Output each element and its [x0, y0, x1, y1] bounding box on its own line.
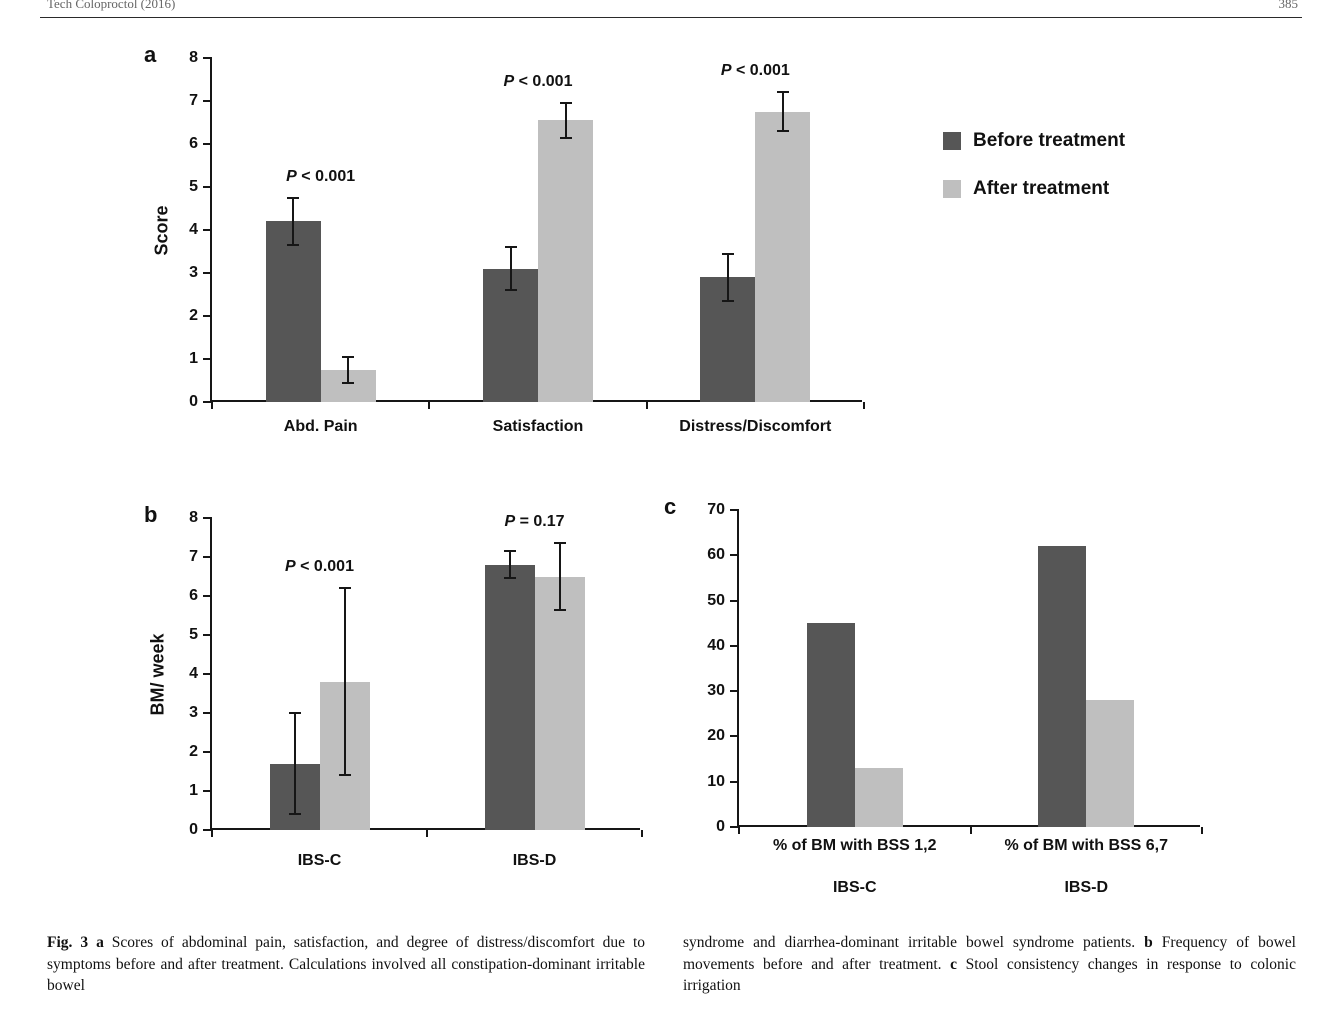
x-axis-tick [641, 830, 643, 837]
y-axis-tick-label: 40 [707, 636, 725, 654]
category-label: IBS-D [512, 852, 557, 869]
error-bar-cap-bottom [554, 609, 566, 611]
y-axis-tick [730, 690, 739, 692]
figure-caption-left-column [47, 932, 645, 997]
y-axis-tick-label: 30 [707, 682, 725, 700]
y-axis-tick-label: 6 [189, 587, 198, 604]
error-bar [509, 551, 511, 578]
y-axis-tick [203, 315, 212, 317]
y-axis-title-bm-week: BM/ week [147, 633, 168, 716]
legend-swatch-after-treatment [943, 180, 961, 198]
y-axis-tick-label: 50 [707, 591, 725, 609]
category-label: % of BM with BSS 1,2 [772, 837, 937, 854]
running-head-left: Tech Coloproctol (2016) [47, 0, 176, 11]
bar-before-treatment [485, 565, 535, 830]
y-axis-tick-label: 7 [189, 92, 198, 109]
y-axis-tick-label: 60 [707, 546, 725, 564]
bar-after-treatment [535, 577, 585, 831]
error-bar [782, 92, 784, 131]
y-axis-tick [203, 517, 212, 519]
x-axis-tick [646, 402, 648, 409]
error-bar-cap-bottom [504, 577, 516, 579]
error-bar-cap-top [342, 356, 354, 358]
y-axis-tick [730, 509, 739, 511]
y-axis-title-score: Score [151, 205, 172, 256]
y-axis-tick [203, 272, 212, 274]
y-axis-tick [203, 751, 212, 753]
error-bar-cap-bottom [289, 813, 301, 815]
running-head-page-number: 385 [1278, 0, 1298, 11]
y-axis-tick-label: 5 [189, 626, 198, 643]
x-axis-tick [211, 830, 213, 837]
legend-label-before-treatment: Before treatment [973, 130, 1126, 151]
caption-bold-segment: Fig. 3 [47, 934, 89, 951]
y-axis-tick [730, 735, 739, 737]
panel-label-b: b [144, 502, 158, 527]
legend [943, 130, 1125, 200]
panel-label-a: a [144, 42, 157, 67]
y-axis-tick-label: 8 [189, 49, 198, 66]
category-sublabel: IBS-D [1064, 879, 1109, 896]
error-bar-cap-bottom [505, 289, 517, 291]
error-bar [347, 357, 349, 383]
bar-after-treatment [755, 112, 810, 402]
y-axis-tick [203, 100, 212, 102]
error-bar-cap-top [504, 550, 516, 552]
error-bar [565, 103, 567, 137]
category-sublabel: IBS-C [832, 879, 877, 896]
error-bar-cap-top [722, 253, 734, 255]
y-axis-tick-label: 2 [189, 307, 198, 324]
y-axis-tick [203, 143, 212, 145]
legend-item-before-treatment [943, 130, 1125, 152]
chart-c-plot [707, 501, 1200, 896]
error-bar-cap-bottom [287, 244, 299, 246]
p-value-label: P < 0.001 [720, 62, 790, 80]
error-bar-cap-top [560, 102, 572, 104]
y-axis-tick [203, 634, 212, 636]
y-axis-tick-label: 0 [716, 818, 725, 835]
bar-after-treatment [1086, 700, 1134, 827]
y-axis-tick-label: 4 [189, 665, 198, 682]
running-head-rule [40, 0, 1302, 18]
caption-text-segment: syndrome and diarrhea-dominant irritable bowel syndrome patients. [683, 934, 1145, 951]
y-axis-tick-label: 3 [189, 704, 198, 721]
panel-label-c: c [664, 494, 677, 519]
y-axis-tick-label: 4 [189, 221, 198, 238]
y-axis-tick-label: 0 [189, 821, 198, 838]
caption-bold-segment: a [96, 934, 104, 951]
y-axis-tick-label: 8 [189, 509, 198, 526]
x-axis-tick [970, 827, 972, 834]
chart-b-plot [189, 509, 640, 869]
category-label: % of BM with BSS 6,7 [1004, 837, 1169, 854]
error-bar-cap-bottom [777, 130, 789, 132]
caption-text-segment: Stool consistency changes in response to colonic irrigation [683, 955, 1296, 994]
error-bar [559, 543, 561, 609]
category-label: Abd. Pain [283, 418, 358, 435]
error-bar-cap-top [505, 246, 517, 248]
bar-before-treatment [1038, 546, 1086, 827]
p-value-label: P < 0.001 [286, 167, 356, 185]
error-bar [510, 247, 512, 290]
y-axis-tick-label: 3 [189, 264, 198, 281]
y-axis-tick [203, 556, 212, 558]
error-bar-cap-top [554, 542, 566, 544]
y-axis-tick [730, 554, 739, 556]
y-axis-tick-label: 1 [189, 350, 198, 367]
category-label: IBS-C [297, 852, 342, 869]
bar-before-treatment [807, 623, 855, 827]
x-axis-tick [211, 402, 213, 409]
figure-caption-right-column [683, 932, 1296, 997]
p-value-label: P = 0.17 [504, 513, 565, 531]
y-axis-tick [203, 229, 212, 231]
x-axis-tick [426, 830, 428, 837]
caption-text-segment: Frequency of bowel movements before and after treatment. [683, 934, 1296, 973]
x-axis-tick [428, 402, 430, 409]
y-axis-tick [203, 712, 212, 714]
legend-swatch-before-treatment [943, 132, 961, 150]
caption-text-segment [88, 934, 96, 951]
p-value-label: P < 0.001 [285, 558, 354, 576]
x-axis-tick [738, 827, 740, 834]
y-axis-tick [203, 57, 212, 59]
x-axis-tick [1201, 827, 1203, 834]
category-label: Satisfaction [492, 418, 584, 435]
caption-bold-segment: c [950, 955, 957, 973]
y-axis-tick [203, 358, 212, 360]
error-bar [294, 713, 296, 814]
y-axis-tick [203, 595, 212, 597]
error-bar-cap-top [339, 587, 351, 589]
legend-item-after-treatment [943, 178, 1125, 200]
error-bar-cap-bottom [342, 382, 354, 384]
y-axis-tick-label: 70 [707, 501, 725, 518]
error-bar [727, 254, 729, 301]
error-bar-cap-bottom [722, 300, 734, 302]
error-bar-cap-top [777, 91, 789, 93]
category-label: Distress/Discomfort [679, 418, 832, 435]
y-axis-tick [203, 790, 212, 792]
error-bar-cap-bottom [339, 774, 351, 776]
y-axis-tick [730, 600, 739, 602]
y-axis-tick-label: 1 [189, 782, 198, 799]
bar-before-treatment [266, 221, 321, 402]
caption-text-segment: Scores of abdominal pain, satisfaction, and degree of distress/discomfort due to symptoms before and after treatment. Calculations involved all constipation-dominant irritable bowel [47, 934, 646, 994]
y-axis-tick-label: 0 [189, 393, 198, 410]
error-bar-cap-bottom [560, 137, 572, 139]
y-axis-tick [730, 781, 739, 783]
y-axis-tick-label: 2 [189, 743, 198, 760]
y-axis-tick [730, 645, 739, 647]
bar-after-treatment [538, 120, 593, 402]
error-bar [292, 198, 294, 245]
y-axis-tick-label: 7 [189, 548, 198, 565]
chart-a-plot [189, 49, 862, 435]
legend-label-after-treatment: After treatment [973, 178, 1110, 199]
caption-bold-segment: b [1144, 934, 1153, 951]
y-axis-tick-label: 6 [189, 135, 198, 152]
x-axis-tick [863, 402, 865, 409]
bar-after-treatment [855, 768, 903, 827]
error-bar-cap-top [289, 712, 301, 714]
error-bar-cap-top [287, 197, 299, 199]
y-axis-tick [203, 673, 212, 675]
y-axis-tick-label: 5 [189, 178, 198, 195]
y-axis-tick-label: 20 [707, 727, 725, 745]
y-axis-tick [203, 186, 212, 188]
p-value-label: P < 0.001 [503, 73, 573, 91]
y-axis-tick-label: 10 [707, 772, 725, 790]
error-bar [344, 588, 346, 775]
